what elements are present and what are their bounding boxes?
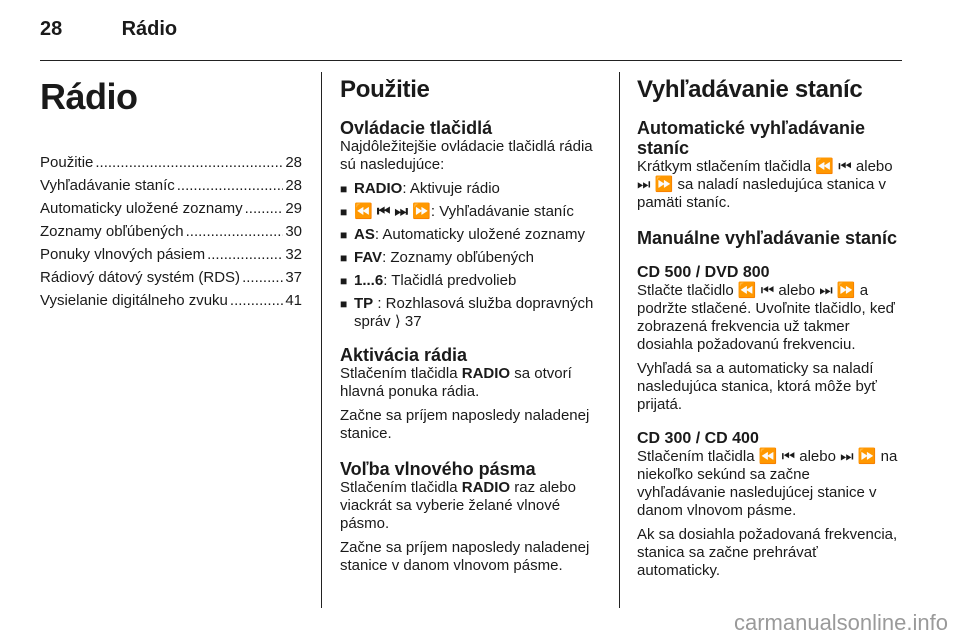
toc-title: Rádio xyxy=(40,76,138,117)
control-item xyxy=(340,180,603,198)
control-desc: : Automaticky uložené zoznamy xyxy=(374,226,585,243)
search-title: Vyhľadávanie staníc xyxy=(637,76,863,103)
usage-title: Použitie xyxy=(340,76,430,103)
text-run: Stlačením tlačidla xyxy=(340,365,462,382)
toc-item-page: 28 xyxy=(285,177,302,194)
control-desc: : Aktivuje rádio xyxy=(402,180,500,197)
toc-item-page: 37 xyxy=(285,269,302,286)
toc-leader xyxy=(95,154,283,172)
text-run: Stlačením tlačidla xyxy=(340,479,462,496)
toc-item[interactable] xyxy=(40,269,302,287)
chapter-title: Rádio xyxy=(121,18,178,40)
toc-item-label: Vysielanie digitálneho zvuku xyxy=(40,292,228,309)
control-key: TP xyxy=(354,295,374,312)
watermark: carmanualsonline.info xyxy=(733,610,948,635)
toc-leader xyxy=(242,269,283,287)
toc-leader xyxy=(230,292,283,310)
control-desc: : Tlačidlá predvolieb xyxy=(383,272,517,289)
activation-text xyxy=(340,365,603,401)
auto-search-heading: Automatické vyhľadávanie staníc xyxy=(637,118,866,158)
seek-buttons-icon: ⏪ ⏮ ⏭ ⏩ xyxy=(354,203,431,220)
controls-list xyxy=(340,180,603,331)
search-column xyxy=(637,72,902,596)
text-run: sa otvorí hlavná ponuka rádia. xyxy=(340,365,572,400)
toc-leader xyxy=(245,200,284,218)
toc-leader xyxy=(186,223,284,241)
toc-item-label: Zoznamy obľúbených xyxy=(40,223,184,240)
text-run: raz alebo viackrát sa vyberie želané vlnové pásmo. xyxy=(340,479,576,532)
auto-search-section xyxy=(637,118,902,212)
control-desc: : Vyhľadávanie staníc xyxy=(430,203,574,220)
toc-column xyxy=(40,72,302,315)
toc-item-label: Rádiový dátový systém (RDS) xyxy=(40,269,241,286)
toc-item[interactable] xyxy=(40,292,302,310)
band-text xyxy=(340,479,603,533)
controls-intro: Najdôležitejšie ovládacie tlačidlá rádia sú nasledujúce: xyxy=(340,138,593,173)
activation-section xyxy=(340,345,603,443)
cd500-section xyxy=(637,264,902,414)
toc-item-label: Ponuky vlnových pásiem xyxy=(40,246,206,263)
band-text-2: Začne sa príjem naposledy naladenej stanice v danom vlnovom pásme. xyxy=(340,539,590,574)
cd500-text: Stlačte tlačidlo ⏪ ⏮ alebo ⏭ ⏩ a podržte stlačené. Uvoľnite tlačidlo, keď zobrazená frekvencia už takmer dosiahla požadovanú frekvenciu. xyxy=(637,282,895,353)
control-item xyxy=(340,295,603,331)
radio-key: RADIO xyxy=(461,365,511,382)
column-divider xyxy=(321,72,322,608)
control-key: AS xyxy=(354,226,375,243)
toc-item-label: Použitie xyxy=(40,154,94,171)
control-item xyxy=(340,249,603,267)
page-header xyxy=(40,18,177,41)
toc-item-label: Vyhľadávanie staníc xyxy=(40,177,175,194)
radio-key: RADIO xyxy=(461,479,511,496)
control-item xyxy=(340,226,603,244)
usage-column xyxy=(340,72,603,591)
toc-leader xyxy=(177,177,284,195)
page-number: 28 xyxy=(40,18,63,40)
toc-item[interactable] xyxy=(40,223,302,241)
toc-item[interactable] xyxy=(40,177,302,195)
toc-item[interactable] xyxy=(40,154,302,172)
manual-search-heading: Manuálne vyhľadávanie staníc xyxy=(637,228,898,248)
cd500-text-2: Vyhľadá sa a automaticky sa naladí nasledujúca stanica, ktorá môže byť prijatá. xyxy=(637,360,877,413)
cd500-heading: CD 500 / DVD 800 xyxy=(637,264,770,281)
toc-item-page: 29 xyxy=(285,200,302,217)
control-desc: : Zoznamy obľúbených xyxy=(382,249,535,266)
toc-item-page: 28 xyxy=(285,154,302,171)
column-divider xyxy=(619,72,620,608)
auto-search-text: Krátkym stlačením tlačidla ⏪ ⏮ alebo ⏭ ⏩ sa naladí nasledujúca stanica v pamäti staníc. xyxy=(637,158,893,211)
control-key: FAV xyxy=(354,249,383,266)
toc-item-page: 30 xyxy=(285,223,302,240)
cd300-text-2: Ak sa dosiahla požadovaná frekvencia, stanica sa začne prehrávať automaticky. xyxy=(637,526,898,579)
control-key: RADIO xyxy=(354,180,403,197)
band-heading: Voľba vlnového pásma xyxy=(340,459,536,479)
toc-item[interactable] xyxy=(40,246,302,264)
toc-leader xyxy=(207,246,283,264)
toc-list xyxy=(40,154,302,310)
activation-text-2: Začne sa príjem naposledy naladenej stanice. xyxy=(340,407,590,442)
controls-heading: Ovládacie tlačidlá xyxy=(340,118,493,138)
toc-item-label: Automaticky uložené zoznamy xyxy=(40,200,243,217)
toc-item-page: 41 xyxy=(285,292,302,309)
control-item xyxy=(340,203,603,221)
activation-heading: Aktivácia rádia xyxy=(340,345,468,365)
cd300-text: Stlačením tlačidla ⏪ ⏮ alebo ⏭ ⏩ na niekoľko sekúnd sa začne vyhľadávanie nasledujúcej stanice v danom vlnovom pásme. xyxy=(637,448,898,519)
control-item xyxy=(340,272,603,290)
toc-item[interactable] xyxy=(40,200,302,218)
header-rule xyxy=(40,60,902,61)
control-desc: : Rozhlasová služba dopravných správ ⟩ 37 xyxy=(354,295,594,330)
toc-item-page: 32 xyxy=(285,246,302,263)
cd300-heading: CD 300 / CD 400 xyxy=(637,430,759,447)
control-key: 1...6 xyxy=(354,272,384,289)
band-section xyxy=(340,459,603,575)
cd300-section xyxy=(637,430,902,580)
